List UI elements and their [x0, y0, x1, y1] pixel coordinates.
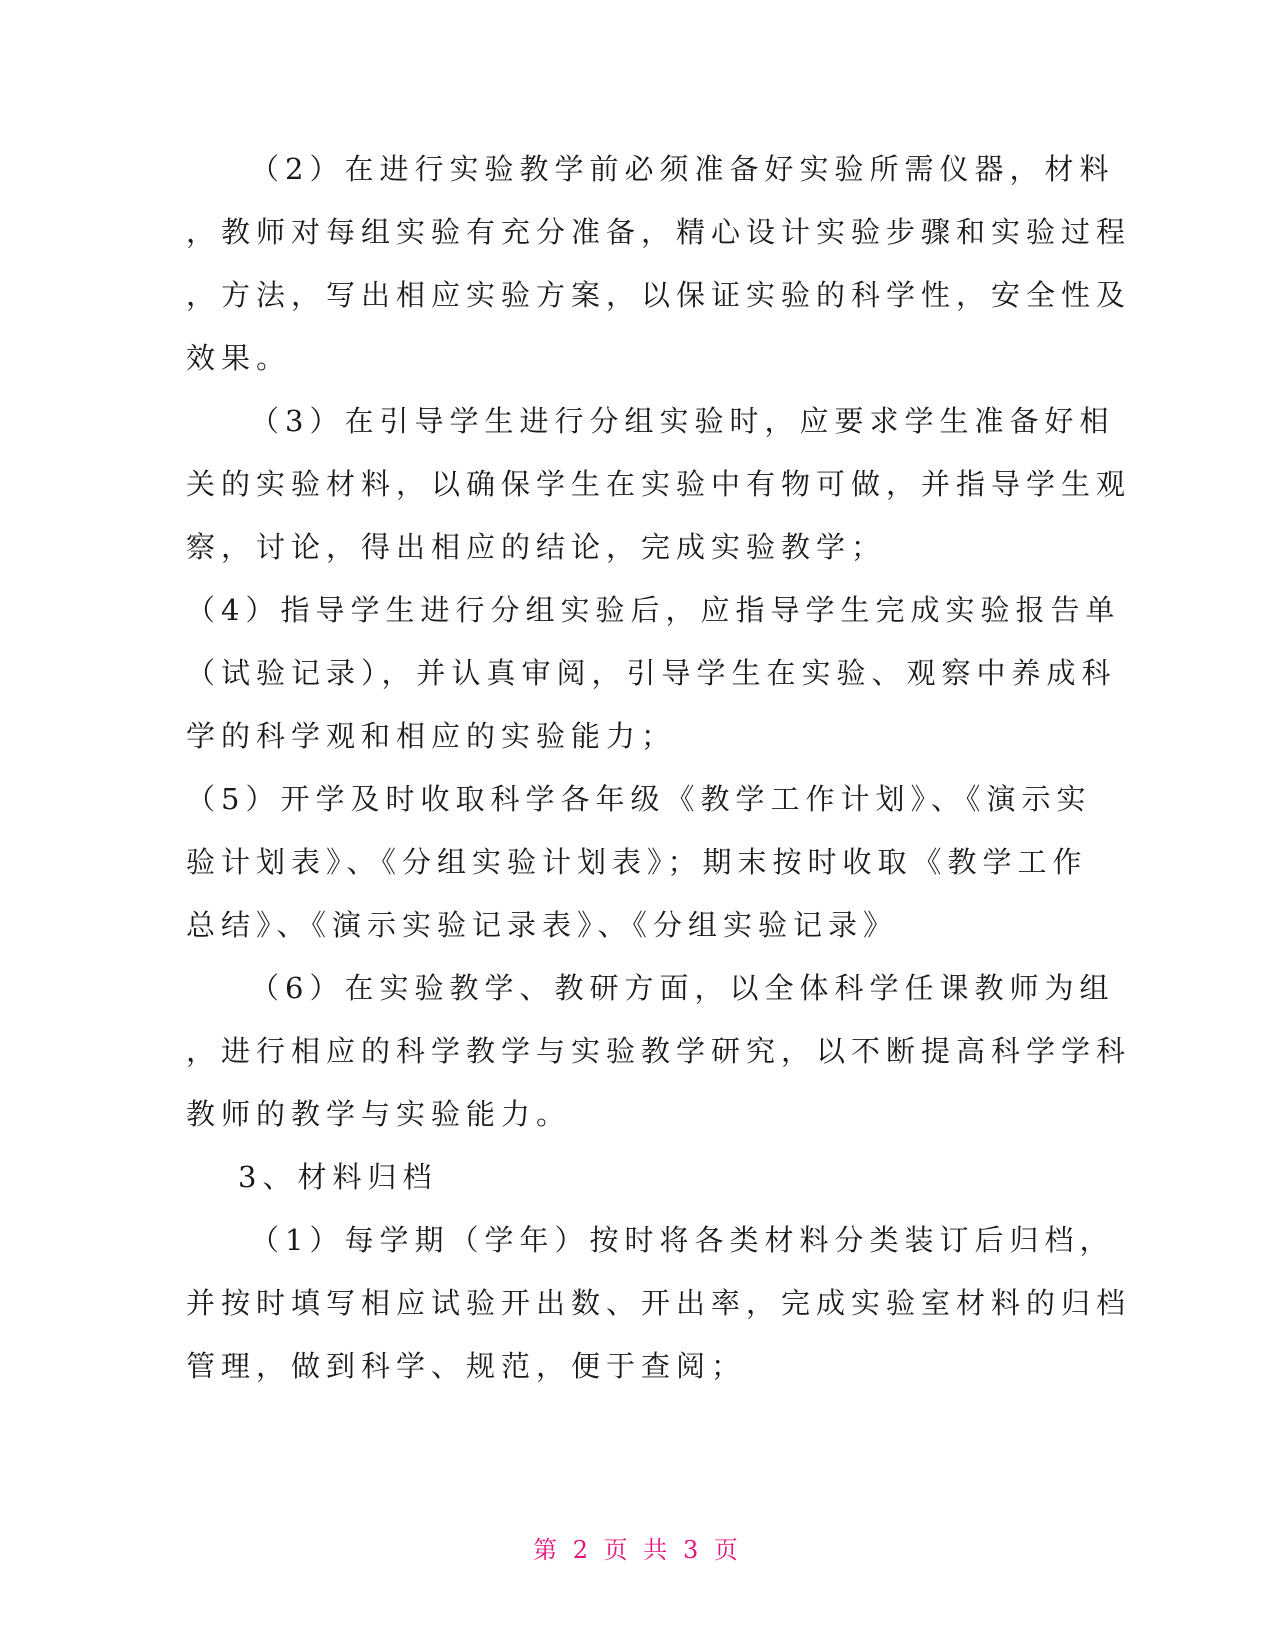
- paragraph-line: 效果。: [186, 341, 292, 375]
- paragraph-line: 关的实验材料，以确保学生在实验中有物可做，并指导学生观: [186, 467, 1132, 501]
- paragraph-line: （2）在进行实验教学前必须准备好实验所需仪器，材料: [250, 152, 1115, 186]
- paragraph-line: （1）每学期（学年）按时将各类材料分类装订后归档，: [250, 1223, 1115, 1257]
- paragraph-line: （3）在引导学生进行分组实验时，应要求学生准备好相: [250, 404, 1115, 438]
- paragraph-line: 并按时填写相应试验开出数、开出率，完成实验室材料的归档: [186, 1286, 1132, 1320]
- paragraph-line: 管理，做到科学、规范，便于查阅；: [186, 1349, 747, 1383]
- document-body: [186, 138, 1132, 1398]
- page-number-footer: 第 2 页 共 3 页: [533, 1536, 742, 1564]
- paragraph-line: 教师的教学与实验能力。: [186, 1097, 572, 1131]
- section-heading: 3、材料归档: [238, 1160, 438, 1194]
- paragraph-line: 验计划表》、《分组实验计划表》；期末按时收取《教学工作: [186, 845, 1088, 879]
- paragraph-line: （试验记录），并认真审阅，引导学生在实验、观察中养成科: [186, 656, 1117, 690]
- paragraph-line: ，方法，写出相应实验方案，以保证实验的科学性，安全性及: [186, 278, 1132, 312]
- paragraph-line: ，进行相应的科学教学与实验教学研究，以不断提高科学学科: [186, 1034, 1132, 1068]
- paragraph-line: 察，讨论，得出相应的结论，完成实验教学；: [186, 530, 887, 564]
- paragraph-line: （6）在实验教学、教研方面，以全体科学任课教师为组: [250, 971, 1115, 1005]
- paragraph-line: （5）开学及时收取科学各年级《教学工作计划》、《演示实: [186, 782, 1092, 816]
- paragraph-line: 学的科学观和相应的实验能力；: [186, 719, 677, 753]
- paragraph-line: ，教师对每组实验有充分准备，精心设计实验步骤和实验过程: [186, 215, 1132, 249]
- paragraph-line: 总结》、《演示实验记录表》、《分组实验记录》: [186, 908, 899, 942]
- paragraph-line: （4）指导学生进行分组实验后，应指导学生完成实验报告单: [186, 593, 1121, 627]
